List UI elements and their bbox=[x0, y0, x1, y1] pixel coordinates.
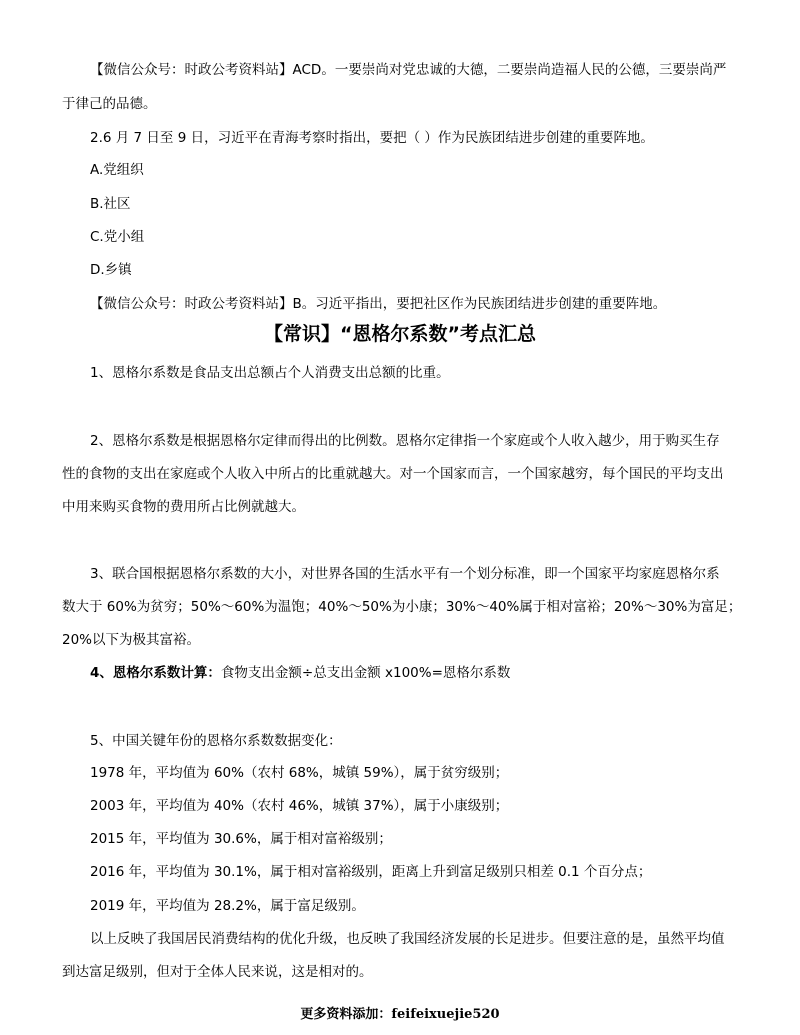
paragraph-2-line2: 性的食物的支出在家庭或个人收入中所占的比重就越大。对一个国家而言，一个国家越穷，每个国民的平均支出 bbox=[62, 466, 724, 482]
paragraph-2-line1: 2、恩格尔系数是根据恩格尔定律而得出的比例数。恩格尔定律指一个家庭或个人收入越少，用于购买生存 bbox=[90, 433, 720, 449]
formula-label: 4、恩格尔系数计算： bbox=[90, 665, 221, 681]
year-item-2003: 2003 年，平均值为 40%（农村 46%，城镇 37%），属于小康级别； bbox=[90, 798, 509, 814]
conclusion-line2: 到达富足级别，但对于全体人民来说，这是相对的。 bbox=[62, 964, 373, 980]
formula-text: 食物支出金额÷总支出金额 x100%=恩格尔系数 bbox=[220, 665, 511, 681]
option-b: B.社区 bbox=[90, 196, 131, 212]
question-2: 2.6 月 7 日至 9 日，习近平在青海考察时指出，要把（ ）作为民族团结进步创建的重要阵地。 bbox=[90, 130, 654, 146]
paragraph-1: 1、恩格尔系数是食品支出总额占个人消费支出总额的比重。 bbox=[90, 365, 450, 381]
paragraph-3-line2: 数大于 60%为贫穷；50%～60%为温饱；40%～50%为小康；30%～40%属于相对富裕；20%～30%为富足； bbox=[62, 599, 742, 615]
paragraph-4 bbox=[90, 663, 742, 683]
paragraph-3-line1: 3、联合国根据恩格尔系数的大小，对世界各国的生活水平有一个划分标准，即一个国家平均家庭恩格尔系 bbox=[90, 566, 720, 582]
option-c: C.党小组 bbox=[90, 229, 145, 245]
year-item-1978: 1978 年，平均值为 60%（农村 68%，城镇 59%），属于贫穷级别； bbox=[90, 765, 509, 781]
option-d: D.乡镇 bbox=[90, 262, 132, 278]
answer-q2: 【微信公众号：时政公考资料站】B。习近平指出，要把社区作为民族团结进步创建的重要阵地。 bbox=[90, 296, 667, 312]
conclusion-line1: 以上反映了我国居民消费结构的优化升级，也反映了我国经济发展的长足进步。但要注意的是，虽然平均值 bbox=[90, 931, 725, 947]
paragraph-5-title: 5、中国关键年份的恩格尔系数数据变化： bbox=[90, 733, 342, 749]
paragraph-2-line3: 中用来购买食物的费用所占比例就越大。 bbox=[62, 499, 305, 515]
answer-q1-line1: 【微信公众号：时政公考资料站】ACD。一要崇尚对党忠诚的大德，二要崇尚造福人民的公德，三要崇尚严 bbox=[90, 62, 727, 78]
year-item-2015: 2015 年，平均值为 30.6%，属于相对富裕级别； bbox=[90, 831, 392, 847]
option-a: A.党组织 bbox=[90, 162, 144, 178]
year-item-2016: 2016 年，平均值为 30.1%，属于相对富裕级别，距离上升到富足级别只相差 0.1 个百分点； bbox=[90, 864, 652, 880]
section-title: 【常识】“恩格尔系数”考点汇总 bbox=[264, 323, 536, 345]
answer-q1-line2: 于律己的品德。 bbox=[62, 96, 157, 112]
year-item-2019: 2019 年，平均值为 28.2%，属于富足级别。 bbox=[90, 898, 365, 914]
footer-contact: 更多资料添加：feifeixuejie520 bbox=[300, 1007, 500, 1022]
paragraph-3-line3: 20%以下为极其富裕。 bbox=[62, 632, 201, 648]
